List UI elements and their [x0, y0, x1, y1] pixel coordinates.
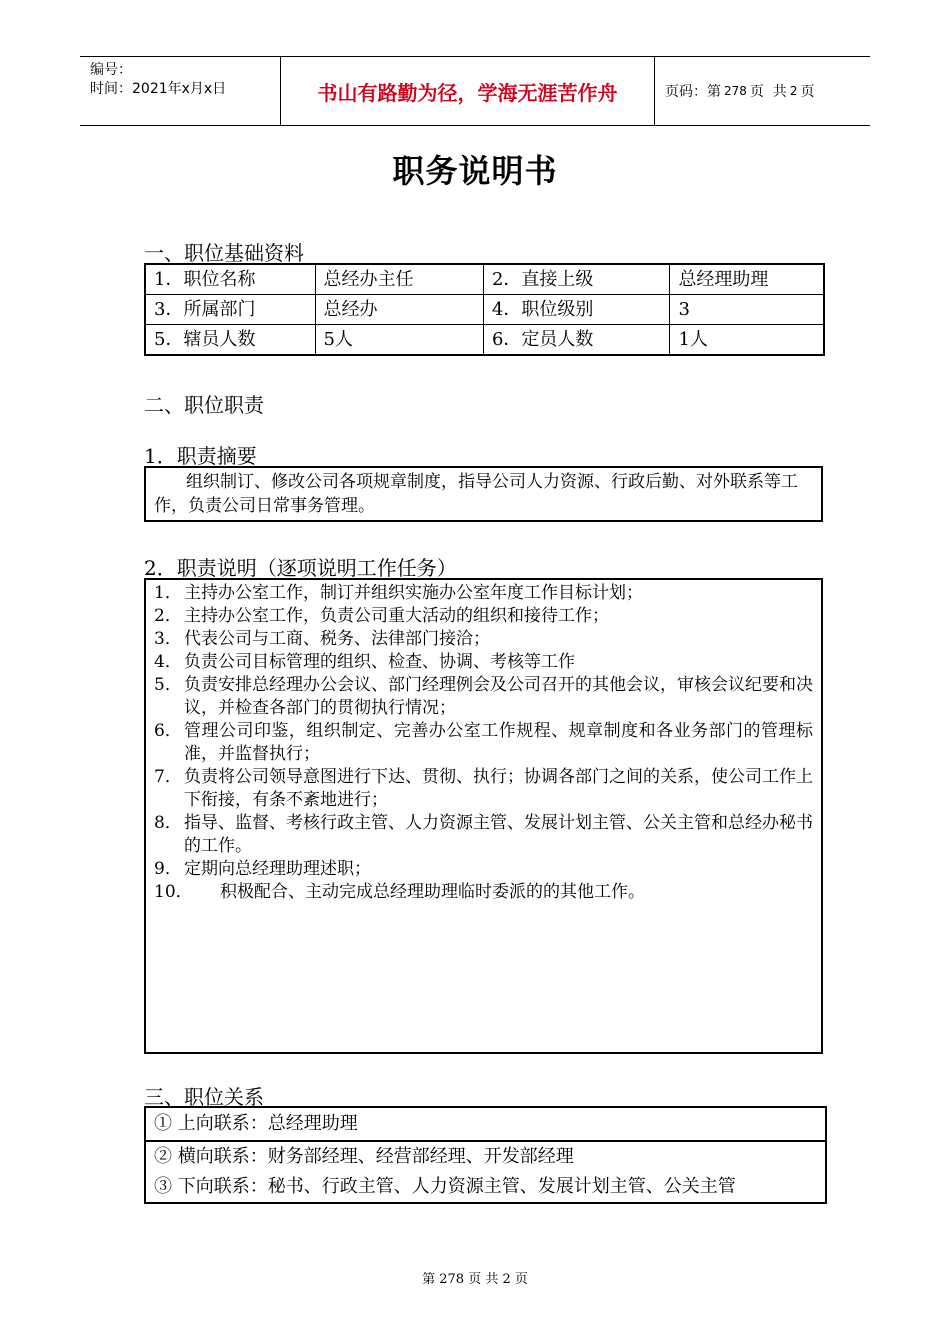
list-item	[154, 720, 813, 766]
section1-heading: 一、职位基础资料	[144, 241, 304, 265]
table-cell: 3．所属部门	[145, 295, 315, 325]
table-cell: 5人	[315, 325, 483, 356]
list-item	[154, 582, 813, 605]
code-label: 编号：	[90, 62, 132, 78]
duty-number: 9．	[154, 859, 182, 879]
relations-box	[144, 1106, 827, 1204]
table-row	[145, 264, 824, 295]
duties-box	[144, 578, 823, 1054]
page-title: 职务说明书	[392, 152, 558, 190]
page-header	[80, 56, 870, 126]
table-cell: 2．直接上级	[483, 264, 669, 295]
duty-text: 积极配合、主动完成总经理助理临时委派的的其他工作。	[220, 882, 645, 902]
list-item	[154, 605, 813, 628]
table-cell: 6．定员人数	[483, 325, 669, 356]
duty-text: 代表公司与工商、税务、法律部门接洽；	[184, 629, 490, 649]
section3-heading: 三、职位关系	[144, 1085, 264, 1109]
page-number: 278	[724, 84, 747, 98]
relation-lateral: ② 横向联系：财务部经理、经营部经理、开发部经理	[154, 1146, 574, 1167]
list-item	[154, 812, 813, 858]
duty-number: 7．	[154, 767, 182, 787]
duty-number: 4．	[154, 652, 182, 672]
list-item	[154, 766, 813, 812]
table-cell: 1人	[670, 325, 824, 356]
page-prefix: 页码：第	[665, 84, 721, 100]
summary-text: 组织制订、修改公司各项规章制度，指导公司人力资源、行政后勤、对外联系等工作，负责公司日常事务管理。	[154, 472, 798, 516]
relation-upward: ① 上向联系：总经理助理	[146, 1108, 825, 1142]
duty-text: 管理公司印鉴，组织制定、完善办公室工作规程、规章制度和各业务部门的管理标准，并监督执行；	[184, 721, 813, 764]
table-row	[145, 325, 824, 356]
header-divider	[654, 57, 655, 125]
section2-heading: 二、职位职责	[144, 393, 264, 417]
table-cell: 3	[670, 295, 824, 325]
page-footer: 第 278 页 共 2 页	[422, 1272, 528, 1287]
page-suffix: 页	[800, 84, 815, 100]
table-cell: 总经办主任	[315, 264, 483, 295]
table-cell: 总经办	[315, 295, 483, 325]
page-mid: 页 共	[749, 84, 787, 100]
duty-text: 负责公司目标管理的组织、检查、协调、考核等工作	[184, 652, 575, 672]
duty-number: 10．	[154, 882, 193, 902]
duty-number: 5．	[154, 675, 182, 695]
table-cell: 5．辖员人数	[145, 325, 315, 356]
header-page-info	[665, 57, 814, 125]
duty-number: 2．	[154, 606, 182, 626]
page-total: 2	[789, 84, 798, 98]
basic-info-table	[144, 263, 825, 356]
table-cell: 1．职位名称	[145, 264, 315, 295]
duty-text: 负责将公司领导意图进行下达、贯彻、执行；协调各部门之间的关系，使公司工作上下衔接，有条不紊地进行；	[184, 767, 813, 810]
list-item	[154, 628, 813, 651]
table-cell: 4．职位级别	[483, 295, 669, 325]
duty-number: 8．	[154, 813, 182, 833]
summary-box	[144, 466, 823, 522]
duty-text: 定期向总经理助理述职；	[184, 859, 371, 879]
duty-text: 主持办公室工作，负责公司重大活动的组织和接待工作；	[184, 606, 609, 626]
list-item	[154, 651, 813, 674]
header-motto: 书山有路勤为径，学海无涯苦作舟	[317, 80, 618, 105]
list-item	[154, 674, 813, 720]
table-cell: 总经理助理	[670, 264, 824, 295]
duty-number: 3．	[154, 629, 182, 649]
header-meta	[90, 61, 226, 99]
duty-number: 1．	[154, 583, 182, 603]
relation-downward: ③ 下向联系：秘书、行政主管、人力资源主管、发展计划主管、公关主管	[154, 1176, 736, 1197]
date-label: 时间：2021年x月x日	[90, 81, 227, 97]
duty-text: 负责安排总经理办公会议、部门经理例会及公司召开的其他会议，审核会议纪要和决议，并检查各部门的贯彻执行情况；	[184, 675, 813, 718]
duty-text: 主持办公室工作，制订并组织实施办公室年度工作目标计划；	[184, 583, 643, 603]
summary-heading: 1．职责摘要	[144, 444, 257, 468]
duty-number: 6．	[154, 721, 182, 741]
list-item	[154, 881, 813, 904]
duties-heading: 2．职责说明（逐项说明工作任务）	[144, 556, 457, 580]
table-row	[145, 295, 824, 325]
duty-text: 指导、监督、考核行政主管、人力资源主管、发展计划主管、公关主管和总经办秘书的工作。	[184, 813, 813, 856]
list-item	[154, 858, 813, 881]
